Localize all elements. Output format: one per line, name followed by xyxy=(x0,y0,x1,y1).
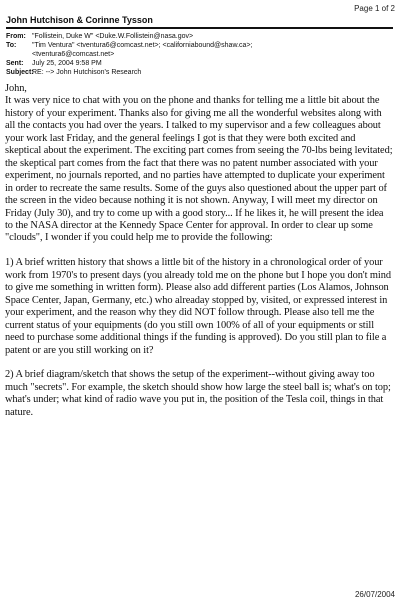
to-label: To: xyxy=(6,42,17,49)
body-paragraph-3: 2) A brief diagram/sketch that shows the setup of the experiment--without giving away too much "secrets". For example, the sketch should show how large the steel ball is; what's on top; what's under; what kind of radio wave you put in, the position of the Tesla coil, things in that nature. xyxy=(5,369,391,418)
from-row xyxy=(6,32,393,41)
from-label: From: xyxy=(6,33,26,40)
from-value: "Follistein, Duke W" <Duke.W.Follistein@nasa.gov> xyxy=(32,33,194,40)
subject-row xyxy=(6,68,393,77)
mail-title: John Hutchison & Corinne Tysson xyxy=(6,15,393,29)
email-body xyxy=(5,83,393,432)
greeting: John, xyxy=(5,83,27,94)
to-row-continued xyxy=(6,50,393,59)
sent-label: Sent: xyxy=(6,60,24,67)
to-label-spacer xyxy=(6,50,32,59)
subject-label: Subject: xyxy=(6,69,34,76)
to-row xyxy=(6,41,393,50)
to-value: "Tim Ventura" <tventura6@comcast.net>; <californiabound@shaw.ca>; xyxy=(32,42,253,49)
body-paragraph-2: 1) A brief written history that shows a little bit of the history in a chronological order of your work from 1970's to present days (you already told me on the phone but I hope you don't mind to give me something in written form). Please also add different parties (Los Alamos, Johnson Space Center, Japan, Germany, etc.) who alreaday stopped by, visited, or expressed interest in your experiment, and the reason why they did NOT follow through. Please also tell me the current status of your equipments (do you still own 100% of all of your equipments or still need to purchase some additional things if the funding is approved). Do you still plan to file a patent or are you still working on it? xyxy=(5,257,391,356)
sent-row xyxy=(6,59,393,68)
page-number: Page 1 of 2 xyxy=(354,4,395,13)
subject-value: RE: --> John Hutchison's Research xyxy=(32,69,142,76)
body-paragraph-1: It was very nice to chat with you on the phone and thanks for telling me a little bit about the history of your experiment. Thanks also for giving me all the wonderful websites along with all the contacts you had over the years. I talked to my supervisor and a few colleagues about your work last Friday, and the general feelings I got is that they were both excited and skeptical about the experiment. The exciting part comes from seeing the 70-lbs being levitated; the skeptical part comes from the fact that there was no patent number associated with your experiment, no journals reported, and no parties have attempted to duplicate your experiment in order to recreate the same results. Some of the guys also questioned about the upper part of the screen in the video because nothing it is not shown. Anyway, I will meet my director on Friday (July 30), and try to come up with a good story... If he likes it, he will present the idea to the NASA director at the Kennedy Space Center for approval. In order to clear up some "clouds", I wonder if you could help me to provide the following: xyxy=(5,95,393,244)
footer-date: 26/07/2004 xyxy=(354,590,395,599)
sent-value: July 25, 2004 9:58 PM xyxy=(32,60,102,67)
to-value-continued: <tventura6@comcast.net> xyxy=(32,51,115,58)
email-headers xyxy=(6,32,393,77)
